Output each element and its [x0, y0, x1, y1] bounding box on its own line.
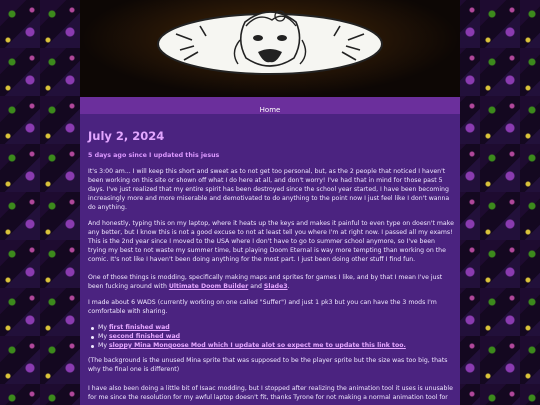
- top-navbar: [80, 97, 460, 114]
- nav-home-link[interactable]: Home: [259, 106, 281, 114]
- slade3-link[interactable]: Slade3: [263, 282, 288, 290]
- paragraph-text: One of those things is modding, specifically making maps and sprites for games I like, and by that I mean I've just been fucking around with: [88, 274, 443, 290]
- page-container: [80, 0, 460, 405]
- post-paragraph-note: (The background is the unused Mina sprite that was supposed to be the player sprite but the size was too big, thats why the final one is different): [88, 357, 448, 373]
- post-paragraph: And honestly, typing this on my laptop, where it heats up the keys and makes it painful to even type on doesn't make any better, but I know this is not a good excuse to not at least tell you where I'm at right now. I passed all my exams! This is the 2nd year since I moved to the USA where I don't have to go to summer school anymore, so I've been trying my best to not waste my summer time, but playing Doom Eternal is way more tempting than working on the comic. It's not like I haven't been doing anything for the most part. I just been doing other stuff I find fun.: [88, 220, 454, 263]
- post-title: July 2, 2024: [88, 129, 165, 143]
- list-item-prefix: My: [98, 324, 109, 331]
- ultimate-doom-builder-link[interactable]: Ultimate Doom Builder: [168, 282, 249, 290]
- list-item-prefix: My: [98, 332, 109, 340]
- list-item-prefix: My: [98, 341, 109, 349]
- post-paragraph: It's 3:00 am... I will keep this short and sweet as to not get too personal, but, as the 2 people that noticed I haven't been working on this site or shown off what I do here at all, and don't worry! I've had that in mind for those past 5 days. I've just realized that my entire spirit has been destroyed since the school year started, I have been becoming increasingly more and more miserable and demotivated to do anything to the point now I just feel like I don't wanna do anything.: [88, 168, 450, 211]
- post-paragraph-modding: [88, 274, 454, 292]
- mina-mongoose-mod-link[interactable]: sloppy Mina Mongoose Mod which I update alot so expect me to update this link too.: [108, 341, 406, 349]
- list-item: [88, 333, 454, 342]
- first-wad-link[interactable]: first finished wad: [108, 324, 170, 331]
- post-paragraph: I have also been doing a little bit of Isaac modding, but I stopped after realizing the animation tool it uses is unusable for me since the resolution for my awful laptop doesn't fit, thanks Tyrone for not making a normal animation tool for: [88, 385, 453, 401]
- banner-illustration: [80, 0, 460, 97]
- paragraph-text: .: [287, 282, 290, 290]
- paragraph-text: and: [248, 282, 264, 290]
- post-subtitle: 5 days ago since I updated this jesus: [88, 152, 220, 159]
- list-item: [88, 324, 454, 333]
- post-paragraph: I made about 6 WADS (currently working on one called "Suffer") and just 1 pk3 but you can have the 3 mods I'm comfortable with sharing.: [88, 299, 437, 315]
- blog-post: [80, 114, 460, 405]
- mod-link-list: [88, 324, 454, 351]
- second-wad-link[interactable]: second finished wad: [108, 332, 181, 340]
- header-banner: [80, 0, 460, 97]
- list-item: [88, 342, 454, 351]
